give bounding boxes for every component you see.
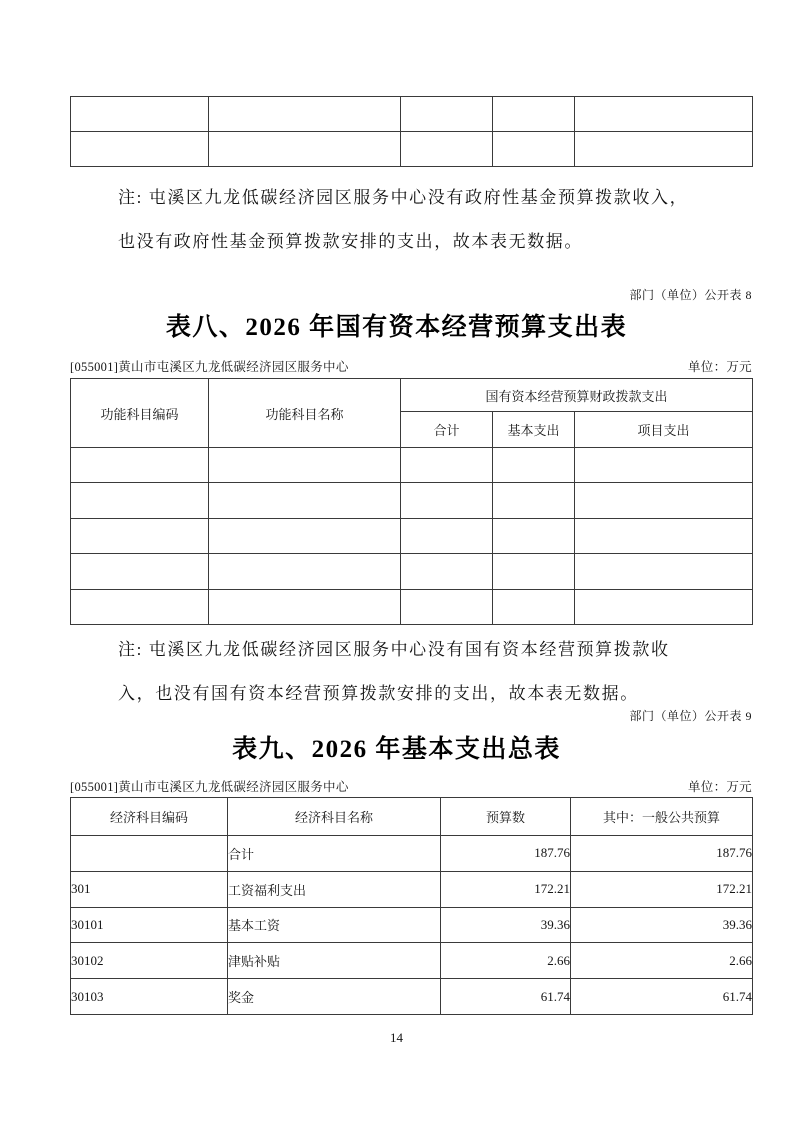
empty-cell: [401, 589, 493, 624]
cell-code: 30102: [71, 943, 228, 979]
cell-budget: 39.36: [441, 907, 571, 943]
table-row: [71, 554, 753, 589]
table-row: [71, 483, 753, 518]
header-project: 项目支出: [575, 412, 753, 448]
cell-general: 61.74: [571, 979, 753, 1015]
table-row: [71, 871, 753, 907]
table-row: [71, 448, 753, 483]
table8-caption-row: [70, 357, 752, 375]
table-row: [71, 836, 753, 872]
empty-cell: [575, 589, 753, 624]
empty-cell: [401, 554, 493, 589]
empty-cell: [575, 518, 753, 553]
gov-fund-note: [118, 176, 730, 264]
empty-cell: [401, 97, 493, 132]
table9-org-label: [055001]黄山市屯溪区九龙低碳经济园区服务中心: [70, 780, 349, 794]
note-line: 入，也没有国有资本经营预算拨款安排的支出，故本表无数据。: [118, 684, 639, 703]
empty-cell: [71, 483, 209, 518]
table-row: [71, 907, 753, 943]
cell-name: 工资福利支出: [228, 871, 441, 907]
empty-cell: [209, 483, 401, 518]
cell-code: 30101: [71, 907, 228, 943]
cell-general: 2.66: [571, 943, 753, 979]
empty-cell: [575, 554, 753, 589]
table8-unit-label: 单位：万元: [687, 360, 752, 374]
empty-cell: [71, 97, 209, 132]
table-row: [71, 97, 753, 132]
empty-cell: [71, 518, 209, 553]
note-line: 注: 屯溪区九龙低碳经济园区服务中心没有国有资本经营预算拨款收: [118, 640, 670, 659]
header-economic-name: 经济科目名称: [228, 798, 441, 836]
empty-cell: [209, 518, 401, 553]
empty-cell: [401, 448, 493, 483]
table-header-row: [71, 798, 753, 836]
empty-cell: [71, 448, 209, 483]
cell-budget: 2.66: [441, 943, 571, 979]
table8-title: 表八、2026 年国有资本经营预算支出表: [165, 314, 628, 341]
empty-cell: [71, 132, 209, 167]
empty-cell: [575, 448, 753, 483]
header-basic: 基本支出: [493, 412, 575, 448]
cell-name: 合计: [228, 836, 441, 872]
table-row: [71, 518, 753, 553]
empty-cell: [401, 132, 493, 167]
header-budget: 预算数: [441, 798, 571, 836]
empty-cell: [71, 589, 209, 624]
empty-cell: [493, 554, 575, 589]
state-capital-expenditure-table: [70, 378, 753, 625]
empty-cell: [575, 132, 753, 167]
cell-name: 基本工资: [228, 907, 441, 943]
table9-title: 表九、2026 年基本支出总表: [232, 736, 561, 763]
header-span-fiscal-expenditure: 国有资本经营预算财政拨款支出: [401, 379, 753, 412]
table9-corner-label: 部门（单位）公开表 9: [629, 709, 752, 723]
cell-budget: 61.74: [441, 979, 571, 1015]
empty-cell: [209, 448, 401, 483]
empty-cell: [401, 518, 493, 553]
cell-name: 津贴补贴: [228, 943, 441, 979]
empty-cell: [493, 448, 575, 483]
table9-unit-label: 单位：万元: [687, 780, 752, 794]
cell-code: 30103: [71, 979, 228, 1015]
empty-cell: [493, 132, 575, 167]
header-function-name: 功能科目名称: [209, 379, 401, 448]
basic-expenditure-summary-table: [70, 797, 753, 1015]
state-capital-note: [118, 628, 730, 716]
cell-general: 39.36: [571, 907, 753, 943]
empty-cell: [401, 483, 493, 518]
cell-name: 奖金: [228, 979, 441, 1015]
empty-cell: [493, 483, 575, 518]
header-general-public-budget: 其中：一般公共预算: [571, 798, 753, 836]
table-row: [71, 943, 753, 979]
header-total: 合计: [401, 412, 493, 448]
table8-corner-label: 部门（单位）公开表 8: [629, 288, 752, 302]
empty-cell: [209, 132, 401, 167]
page-number: 14: [390, 1030, 403, 1045]
empty-cell: [493, 589, 575, 624]
header-economic-code: 经济科目编码: [71, 798, 228, 836]
table-row: [71, 979, 753, 1015]
note-line: 也没有政府性基金预算拨款安排的支出，故本表无数据。: [118, 232, 583, 251]
empty-cell: [575, 483, 753, 518]
cell-budget: 187.76: [441, 836, 571, 872]
cell-budget: 172.21: [441, 871, 571, 907]
header-function-code: 功能科目编码: [71, 379, 209, 448]
cell-general: 187.76: [571, 836, 753, 872]
note-line: 注: 屯溪区九龙低碳经济园区服务中心没有政府性基金预算拨款收入，: [118, 188, 689, 207]
gov-fund-table-continuation: [70, 96, 753, 167]
empty-cell: [493, 518, 575, 553]
empty-cell: [209, 554, 401, 589]
cell-code: 301: [71, 871, 228, 907]
empty-cell: [209, 589, 401, 624]
table-row: [71, 589, 753, 624]
cell-general: 172.21: [571, 871, 753, 907]
empty-cell: [209, 97, 401, 132]
table9-caption-row: [70, 777, 752, 795]
table-row: [71, 132, 753, 167]
empty-cell: [493, 97, 575, 132]
table8-org-label: [055001]黄山市屯溪区九龙低碳经济园区服务中心: [70, 360, 349, 374]
cell-code: [71, 836, 228, 872]
empty-cell: [575, 97, 753, 132]
empty-cell: [71, 554, 209, 589]
table-header-row: [71, 379, 753, 412]
